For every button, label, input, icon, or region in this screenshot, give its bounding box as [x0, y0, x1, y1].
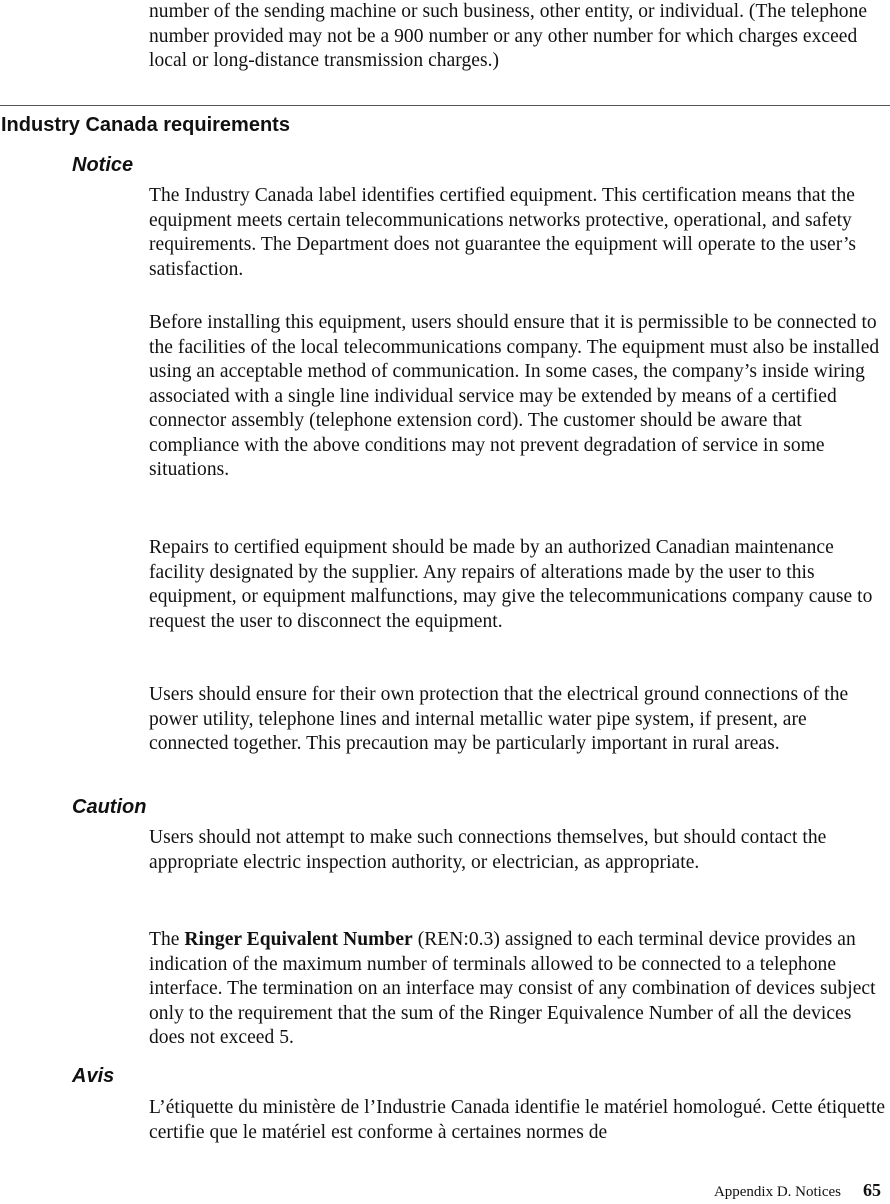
- ren-term: Ringer Equivalent Number: [184, 929, 413, 950]
- caution-heading: Caution: [72, 796, 147, 818]
- notice-paragraph-4: Users should ensure for their own protection that the electrical ground connections of the power utility, telephone lines and internal metallic water pipe system, if present, are connected together. This precaution may be particularly important in rural areas.: [149, 684, 849, 754]
- avis-heading: Avis: [72, 1065, 115, 1087]
- avis-paragraph: L’étiquette du ministère de l’Industrie Canada identifie le matériel homologué. Cette étiquette certifie que le matériel est conforme à certaines normes de: [149, 1097, 886, 1143]
- page-footer: [714, 1180, 881, 1202]
- caution-paragraph-2: [149, 928, 890, 1051]
- ren-rest: (REN:0.3) assigned to each terminal device provides an indication of the maximum number of terminals allowed to be connected to a telephone interface. The termination on an interface may consist of any combination of devices subject only to the requirement that the sum of the Ringer Equivalence Number of all the devices does not exceed 5.: [149, 929, 876, 1048]
- section-title: Industry Canada requirements: [1, 114, 290, 136]
- section-divider: [0, 105, 890, 106]
- page-number: 65: [863, 1180, 881, 1200]
- notice-paragraph-3: Repairs to certified equipment should be made by an authorized Canadian maintenance facility designated by the supplier. Any repairs of alterations made by the user to this equipment, or equipment malfunctions, may give the telecommunications company cause to request the user to disconnect the equipment.: [149, 537, 873, 632]
- notice-paragraph-1: The Industry Canada label identifies certified equipment. This certification means that the equipment meets certain telecommunications networks protective, operational, and safety requirements. The Department does not guarantee the equipment will operate to the user’s satisfaction.: [149, 185, 857, 280]
- intro-paragraph: number of the sending machine or such business, other entity, or individual. (The telephone number provided may not be a 900 number or any other number for which charges exceed local or long-distance transmission charges.): [149, 1, 868, 71]
- footer-section-label: Appendix D. Notices: [713, 1184, 841, 1200]
- caution-paragraph-1: Users should not attempt to make such connections themselves, but should contact the appropriate electric inspection authority, or electrician, as appropriate.: [149, 827, 827, 873]
- notice-heading: Notice: [72, 154, 134, 176]
- ren-prefix: The: [149, 929, 185, 950]
- notice-paragraph-2: Before installing this equipment, users should ensure that it is permissible to be connected to the facilities of the local telecommunications company. The equipment must also be installed using an acceptable method of communication. In some cases, the company’s inside wiring associated with a single line individual service may be extended by means of a certified connector assembly (telephone extension cord). The customer should be aware that compliance with the above conditions may not prevent degradation of service in some situations.: [149, 312, 880, 480]
